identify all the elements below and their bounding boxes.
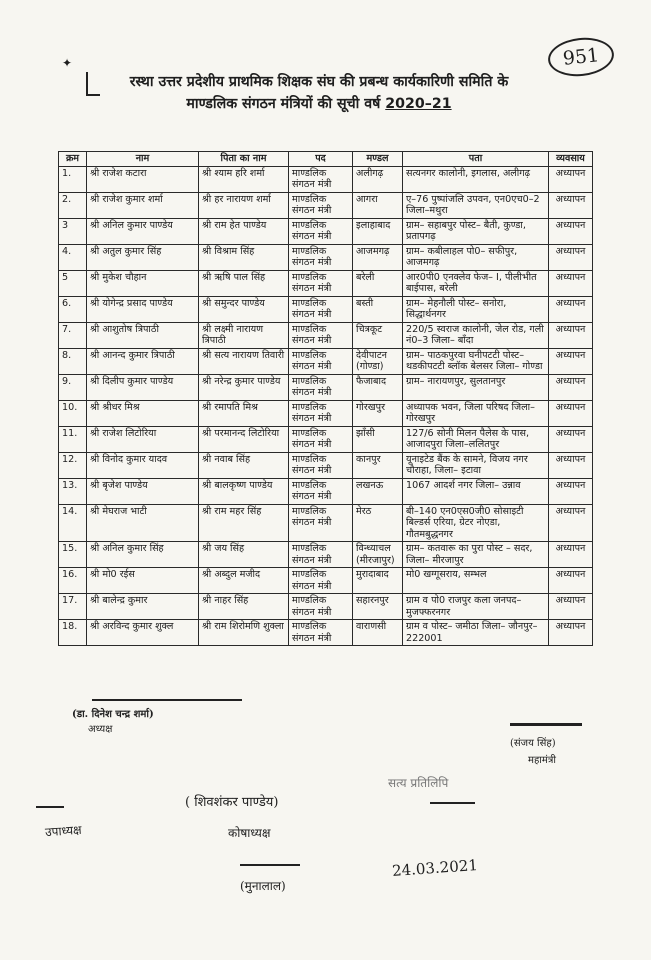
cell-father: श्री नाहर सिंह bbox=[199, 594, 289, 620]
cell-address: ग्राम व पो0 राजपुर कला जनपद– मुजफ्फरनगर bbox=[403, 594, 549, 620]
cell-mandal: फैजाबाद bbox=[353, 374, 403, 400]
cell-occupation: अध्यापन bbox=[549, 270, 593, 296]
cell-post: माण्डलिक संगठन मंत्री bbox=[289, 504, 353, 542]
cell-post: माण्डलिक संगठन मंत्री bbox=[289, 452, 353, 478]
cell-address: अध्यापक भवन, जिला परिषद जिला–गोरखपुर bbox=[403, 400, 549, 426]
cell-address: 1067 आदर्श नगर जिला– उन्नाव bbox=[403, 478, 549, 504]
table-row bbox=[59, 504, 593, 542]
cell-father: श्री राम हेत पाण्डेय bbox=[199, 218, 289, 244]
cell-post: माण्डलिक संगठन मंत्री bbox=[289, 374, 353, 400]
cell-address: यूनाइटेड बैंक के सामने, विजय नगर चौराहा, जिला– इटावा bbox=[403, 452, 549, 478]
table-row bbox=[59, 620, 593, 646]
left-signature-mark bbox=[36, 790, 64, 808]
cell-occupation: अध्यापन bbox=[549, 296, 593, 322]
cell-address: ग्राम व पोस्ट– जमीठा जिला– जौनपुर–222001 bbox=[403, 620, 549, 646]
cell-post: माण्डलिक संगठन मंत्री bbox=[289, 594, 353, 620]
header-mandal: मण्डल bbox=[353, 152, 403, 167]
cell-post: माण्डलिक संगठन मंत्री bbox=[289, 542, 353, 568]
cell-occupation: अध्यापन bbox=[549, 594, 593, 620]
cell-father: श्री बालकृष्ण पाण्डेय bbox=[199, 478, 289, 504]
cell-post: माण्डलिक संगठन मंत्री bbox=[289, 244, 353, 270]
cell-name: श्री दिलीप कुमार पाण्डेय bbox=[87, 374, 199, 400]
cell-post: माण्डलिक संगठन मंत्री bbox=[289, 568, 353, 594]
cell-occupation: अध्यापन bbox=[549, 478, 593, 504]
cell-address: ग्राम– मेहनौली पोस्ट– सनोरा, सिद्धार्थनगर bbox=[403, 296, 549, 322]
cell-mandal: बरेली bbox=[353, 270, 403, 296]
cell-post: माण्डलिक संगठन मंत्री bbox=[289, 426, 353, 452]
cell-father: श्री हर नारायण शर्मा bbox=[199, 192, 289, 218]
cell-name: श्री योगेन्द्र प्रसाद पाण्डेय bbox=[87, 296, 199, 322]
header-post: पद bbox=[289, 152, 353, 167]
header-father: पिता का नाम bbox=[199, 152, 289, 167]
cell-post: माण्डलिक संगठन मंत्री bbox=[289, 296, 353, 322]
cell-mandal: मुरादाबाद bbox=[353, 568, 403, 594]
cell-mandal: आगरा bbox=[353, 192, 403, 218]
cell-mandal: आजमगढ़ bbox=[353, 244, 403, 270]
table-row bbox=[59, 218, 593, 244]
stamp-signature-mark bbox=[430, 772, 475, 804]
table-header-row bbox=[59, 152, 593, 167]
date-note: 24.03.2021 bbox=[391, 856, 479, 880]
cell-post: माण्डलिक संगठन मंत्री bbox=[289, 478, 353, 504]
cell-father: श्री नरेन्द्र कुमार पाण्डेय bbox=[199, 374, 289, 400]
table-row bbox=[59, 452, 593, 478]
cell-post: माण्डलिक संगठन मंत्री bbox=[289, 348, 353, 374]
table-row bbox=[59, 400, 593, 426]
cell-name: श्री राजेश लिटोरिया bbox=[87, 426, 199, 452]
cell-occupation: अध्यापन bbox=[549, 244, 593, 270]
cell-occupation: अध्यापन bbox=[549, 542, 593, 568]
cell-mandal: लखनऊ bbox=[353, 478, 403, 504]
cell-sn: 13. bbox=[59, 478, 87, 504]
table-row bbox=[59, 374, 593, 400]
cell-sn: 16. bbox=[59, 568, 87, 594]
cell-mandal: चित्रकूट bbox=[353, 322, 403, 348]
cell-occupation: अध्यापन bbox=[549, 568, 593, 594]
cell-post: माण्डलिक संगठन मंत्री bbox=[289, 166, 353, 192]
table-row bbox=[59, 270, 593, 296]
bottom-signature-mark bbox=[240, 850, 300, 866]
table-row bbox=[59, 244, 593, 270]
cell-name: श्री अरविन्द कुमार शुक्ल bbox=[87, 620, 199, 646]
heading-line-2-text: माण्डलिक संगठन मंत्रियों की सूची वर्ष bbox=[186, 96, 381, 112]
table-row bbox=[59, 296, 593, 322]
bottom-note: (मुनालाल) bbox=[240, 879, 286, 893]
cell-father: श्री विश्राम सिंह bbox=[199, 244, 289, 270]
president-name: (डा. दिनेश चन्द्र शर्मा) bbox=[72, 709, 154, 720]
cell-sn: 11. bbox=[59, 426, 87, 452]
cell-mandal: झाँसी bbox=[353, 426, 403, 452]
cell-father: श्री जय सिंह bbox=[199, 542, 289, 568]
secretary-name: (संजय सिंह) bbox=[510, 738, 556, 749]
cell-sn: 15. bbox=[59, 542, 87, 568]
cell-sn: 2. bbox=[59, 192, 87, 218]
table-row bbox=[59, 426, 593, 452]
president-signature-mark bbox=[92, 689, 242, 701]
header-sn: क्रम bbox=[59, 152, 87, 167]
cell-father: श्री सत्य नारायण तिवारी bbox=[199, 348, 289, 374]
cell-mandal: विन्ध्याचल (मीरजापुर) bbox=[353, 542, 403, 568]
table-body bbox=[59, 166, 593, 646]
cell-mandal: वाराणसी bbox=[353, 620, 403, 646]
header-occupation: व्यवसाय bbox=[549, 152, 593, 167]
true-copy-stamp: सत्य प्रतिलिपि bbox=[388, 776, 449, 790]
cell-address: ग्राम– कबीलाहल पो0– सफीपुर, आजमगढ़ bbox=[403, 244, 549, 270]
cell-occupation: अध्यापन bbox=[549, 322, 593, 348]
cell-address: 127/6 सोनी मिलन पैलेस के पास, आजादपुरा जिला–ललितपुर bbox=[403, 426, 549, 452]
cell-sn: 5 bbox=[59, 270, 87, 296]
cell-address: सत्यनगर कालोनी, इगलास, अलीगढ़ bbox=[403, 166, 549, 192]
cell-post: माण्डलिक संगठन मंत्री bbox=[289, 322, 353, 348]
table-row bbox=[59, 192, 593, 218]
cell-sn: 1. bbox=[59, 166, 87, 192]
heading-line-1: रस्था उत्तर प्रदेशीय प्राथमिक शिक्षक संघ की प्रबन्ध कार्यकारिणी समिति के bbox=[129, 74, 509, 90]
president-title: अध्यक्ष bbox=[88, 724, 113, 735]
cell-address: बी–140 एन0एस0जी0 सोसाइटी बिल्डर्स एरिया, ग्रेटर नोएडा, गौतमबुद्धनगर bbox=[403, 504, 549, 542]
cell-address: आर0पी0 एनक्लेव फेज– I, पीलीभीत बाईपास, बरेली bbox=[403, 270, 549, 296]
cell-sn: 18. bbox=[59, 620, 87, 646]
cell-sn: 6. bbox=[59, 296, 87, 322]
table-row bbox=[59, 322, 593, 348]
header-name: नाम bbox=[87, 152, 199, 167]
table-row bbox=[59, 348, 593, 374]
cell-sn: 7. bbox=[59, 322, 87, 348]
cell-mandal: बस्ती bbox=[353, 296, 403, 322]
cell-name: श्री विनोद कुमार यादव bbox=[87, 452, 199, 478]
cell-occupation: अध्यापन bbox=[549, 400, 593, 426]
cell-sn: 10. bbox=[59, 400, 87, 426]
margin-mark: ✦ bbox=[62, 56, 73, 70]
cell-father: श्री समुन्दर पाण्डेय bbox=[199, 296, 289, 322]
document-heading bbox=[84, 71, 554, 115]
cell-occupation: अध्यापन bbox=[549, 218, 593, 244]
cell-mandal: गोरखपुर bbox=[353, 400, 403, 426]
left-note: उपाध्यक्ष bbox=[44, 822, 83, 840]
cell-sn: 4. bbox=[59, 244, 87, 270]
cell-post: माण्डलिक संगठन मंत्री bbox=[289, 218, 353, 244]
cell-mandal: कानपुर bbox=[353, 452, 403, 478]
cell-sn: 9. bbox=[59, 374, 87, 400]
cell-name: श्री श्रीधर मिश्र bbox=[87, 400, 199, 426]
cell-name: श्री बृजेश पाण्डेय bbox=[87, 478, 199, 504]
secretary-signature-mark bbox=[510, 705, 582, 726]
cell-sn: 17. bbox=[59, 594, 87, 620]
cell-name: श्री बालेन्द्र कुमार bbox=[87, 594, 199, 620]
cell-address: ए–76 पुष्पांजलि उपवन, एन0एच0–2 जिला–मथुरा bbox=[403, 192, 549, 218]
cell-name: श्री मो0 रईस bbox=[87, 568, 199, 594]
table-row bbox=[59, 166, 593, 192]
cell-address: मो0 खग्गूसराय, सम्भल bbox=[403, 568, 549, 594]
cell-sn: 8. bbox=[59, 348, 87, 374]
table-row bbox=[59, 568, 593, 594]
cell-occupation: अध्यापन bbox=[549, 192, 593, 218]
cell-sn: 12. bbox=[59, 452, 87, 478]
cell-mandal: इलाहाबाद bbox=[353, 218, 403, 244]
cell-occupation: अध्यापन bbox=[549, 374, 593, 400]
cell-mandal: सहारनपुर bbox=[353, 594, 403, 620]
cell-sn: 3 bbox=[59, 218, 87, 244]
page-number: 951 bbox=[546, 35, 616, 80]
table-row bbox=[59, 594, 593, 620]
cell-father: श्री परमानन्द लिटोरिया bbox=[199, 426, 289, 452]
cell-address: ग्राम– नारायणपुर, सुलतानपुर bbox=[403, 374, 549, 400]
cell-name: श्री आनन्द कुमार त्रिपाठी bbox=[87, 348, 199, 374]
cell-name: श्री मेघराज भाटी bbox=[87, 504, 199, 542]
secretary-title: महामंत्री bbox=[528, 755, 556, 766]
cell-address: ग्राम– कतवारू का पुरा पोस्ट – सदर, जिला– मीरजापुर bbox=[403, 542, 549, 568]
cell-name: श्री आशुतोष त्रिपाठी bbox=[87, 322, 199, 348]
cell-father: श्री लक्ष्मी नारायण त्रिपाठी bbox=[199, 322, 289, 348]
members-table bbox=[58, 151, 593, 646]
treasurer-name: ( शिवशंकर पाण्डेय) bbox=[185, 795, 279, 810]
cell-sn: 14. bbox=[59, 504, 87, 542]
cell-occupation: अध्यापन bbox=[549, 166, 593, 192]
cell-name: श्री मुकेश चौहान bbox=[87, 270, 199, 296]
header-address: पता bbox=[403, 152, 549, 167]
cell-father: श्री श्याम हरि शर्मा bbox=[199, 166, 289, 192]
cell-name: श्री अनिल कुमार सिंह bbox=[87, 542, 199, 568]
cell-occupation: अध्यापन bbox=[549, 426, 593, 452]
cell-father: श्री रमापति मिश्र bbox=[199, 400, 289, 426]
table-row bbox=[59, 542, 593, 568]
cell-address: 220/5 स्वराज कालोनी, जेल रोड, गली नं0–3 जिला– बाँदा bbox=[403, 322, 549, 348]
treasurer-title: कोषाध्यक्ष bbox=[228, 826, 271, 840]
heading-year: 2020–21 bbox=[385, 96, 452, 112]
cell-occupation: अध्यापन bbox=[549, 348, 593, 374]
cell-post: माण्डलिक संगठन मंत्री bbox=[289, 620, 353, 646]
cell-mandal: मेरठ bbox=[353, 504, 403, 542]
cell-mandal: अलीगढ़ bbox=[353, 166, 403, 192]
table-row bbox=[59, 478, 593, 504]
cell-father: श्री अब्दुल मजीद bbox=[199, 568, 289, 594]
cell-father: श्री राम महर सिंह bbox=[199, 504, 289, 542]
cell-father: श्री राम शिरोमणि शुक्ला bbox=[199, 620, 289, 646]
cell-address: ग्राम– सहाबपुर पोस्ट– बैती, कुण्डा, प्रतापगढ़ bbox=[403, 218, 549, 244]
cell-post: माण्डलिक संगठन मंत्री bbox=[289, 192, 353, 218]
cell-address: ग्राम– पाठकपुरवा घनीपटटी पोस्ट– थडकीपटटी ब्लॉक बेलसर जिला– गोण्डा bbox=[403, 348, 549, 374]
cell-occupation: अध्यापन bbox=[549, 452, 593, 478]
cell-father: श्री नवाब सिंह bbox=[199, 452, 289, 478]
cell-occupation: अध्यापन bbox=[549, 504, 593, 542]
cell-post: माण्डलिक संगठन मंत्री bbox=[289, 270, 353, 296]
cell-occupation: अध्यापन bbox=[549, 620, 593, 646]
cell-post: माण्डलिक संगठन मंत्री bbox=[289, 400, 353, 426]
cell-father: श्री ऋषि पाल सिंह bbox=[199, 270, 289, 296]
cell-name: श्री अतुल कुमार सिंह bbox=[87, 244, 199, 270]
cell-name: श्री अनिल कुमार पाण्डेय bbox=[87, 218, 199, 244]
cell-name: श्री राजेश कुमार शर्मा bbox=[87, 192, 199, 218]
cell-mandal: देवीपाटन (गोण्डा) bbox=[353, 348, 403, 374]
heading-line-2 bbox=[84, 93, 554, 115]
cell-name: श्री राजेश कटारा bbox=[87, 166, 199, 192]
